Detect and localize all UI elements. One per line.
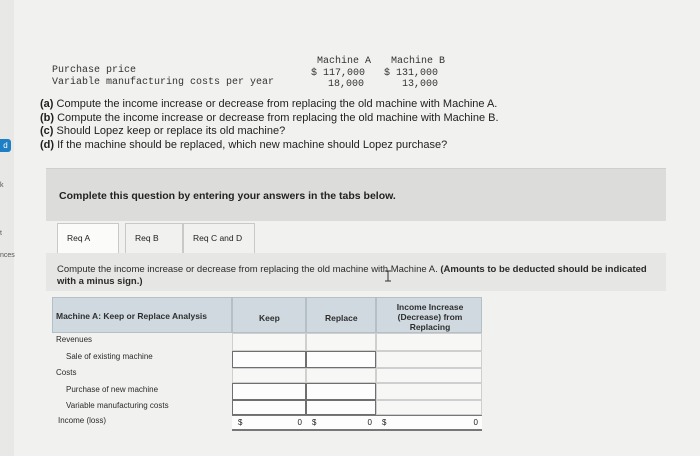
purchase-new-label: Purchase of new machine — [66, 385, 159, 394]
keep-column-header: Keep — [232, 297, 306, 333]
machine-a-variable: 18,000 — [328, 79, 365, 90]
sale-existing-keep-input[interactable] — [232, 351, 306, 368]
question-c: (c) Should Lopez keep or replace its old machine? — [40, 125, 286, 137]
revenues-replace-cell — [306, 333, 376, 351]
revenues-income-cell — [376, 333, 482, 351]
costs-keep-cell — [232, 368, 306, 383]
machine-a-header: Machine A — [317, 56, 372, 67]
question-b: (b) Compute the income increase or decrease from replacing the old machine with Machine B. — [40, 111, 499, 124]
tab-req-a[interactable]: Req A — [57, 223, 119, 253]
left-sidebar-fragment — [0, 0, 14, 456]
sale-existing-replace-input[interactable] — [306, 351, 376, 368]
income-loss-label: Income (loss) — [58, 416, 107, 425]
question-list — [40, 98, 600, 152]
costs-replace-cell — [306, 368, 376, 383]
text-cursor-icon — [384, 270, 392, 282]
purchase-new-keep-input[interactable] — [232, 383, 306, 400]
variable-costs-keep-input[interactable] — [232, 400, 306, 415]
keep-replace-analysis-table — [52, 297, 482, 431]
variable-costs-label: Variable manufacturing costs per year — [52, 77, 275, 88]
tab-req-c-and-d[interactable]: Req C and D — [183, 223, 255, 253]
sidebar-fragment-text: k — [0, 182, 4, 189]
answer-panel-header — [46, 168, 666, 221]
machine-b-price: $ 131,000 — [384, 68, 439, 79]
revenues-keep-cell — [232, 333, 306, 351]
machine-b-header: Machine B — [391, 56, 446, 67]
sale-existing-income-cell — [376, 351, 482, 368]
income-keep-total: $ 0 — [232, 415, 306, 431]
sidebar-badge[interactable]: d — [0, 139, 11, 152]
income-increase-total: $ 0 — [376, 415, 482, 431]
costs-income-cell — [376, 368, 482, 383]
question-d: (d) If the machine should be replaced, which new machine should Lopez purchase? — [40, 138, 448, 151]
replace-column-header: Replace — [306, 297, 376, 333]
revenues-label: Revenues — [56, 335, 93, 344]
sale-existing-label: Sale of existing machine — [66, 352, 153, 361]
req-a-instruction: Compute the income increase or decrease from replacing the old machine with Machine A. (Amounts to be deducted should be indicated with a minus sign.) — [57, 264, 647, 287]
variable-costs-income-cell — [376, 400, 482, 415]
analysis-title-header: Machine A: Keep or Replace Analysis — [52, 297, 232, 333]
variable-costs-replace-input[interactable] — [306, 400, 376, 415]
costs-label: Costs — [56, 368, 77, 377]
income-column-header: Income Increase (Decrease) from Replacing — [376, 297, 482, 333]
sidebar-fragment-text: t — [0, 230, 2, 237]
variable-costs-row-label: Variable manufacturing costs — [66, 401, 169, 410]
tab-req-b[interactable]: Req B — [125, 223, 183, 253]
sidebar-fragment-text: nces — [0, 252, 15, 259]
panel-instruction: Complete this question by entering your answers in the tabs below. — [59, 190, 396, 202]
question-a: (a) Compute the income increase or decrease from replacing the old machine with Machine A. — [40, 98, 498, 110]
machine-b-variable: 13,000 — [402, 79, 439, 90]
purchase-new-income-cell — [376, 383, 482, 400]
purchase-price-label: Purchase price — [52, 65, 137, 76]
income-replace-total: $ 0 — [306, 415, 376, 431]
machine-a-price: $ 117,000 — [311, 68, 366, 79]
purchase-new-replace-input[interactable] — [306, 383, 376, 400]
